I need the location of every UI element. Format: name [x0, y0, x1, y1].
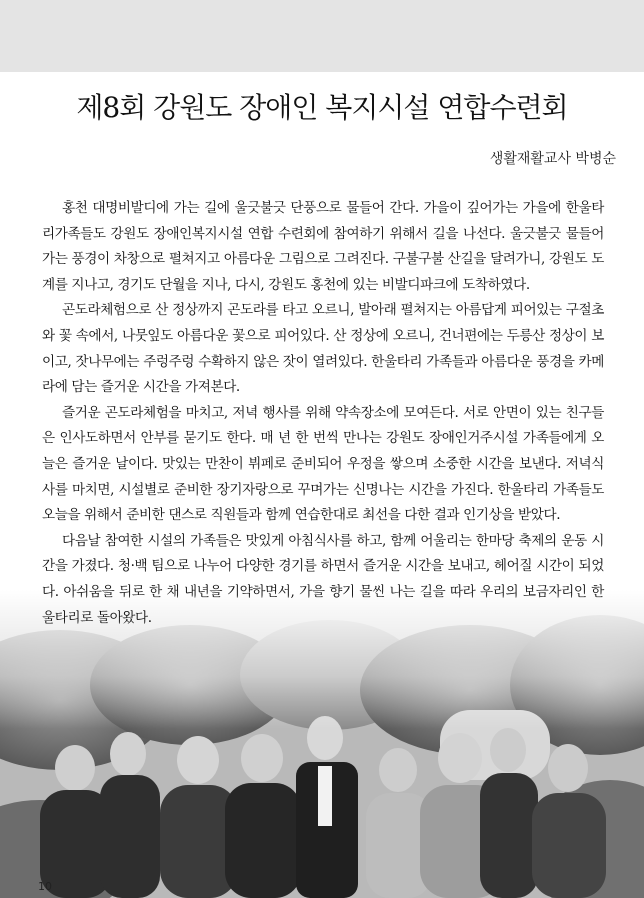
paragraph: 홍천 대명비발디에 가는 길에 울긋불긋 단풍으로 물들어 간다. 가을이 깊어가는 가을에 한울타리가족들도 강원도 장애인복지시설 연합 수련회에 참여하기 위해서 길을 나선다. 울긋불긋 물들어가는 풍경이 차창으로 펼쳐지고 아름다운 그림으로 그려진다. 구불구불 산길을 달려가니, 강원도 도계를 지나고, 경기도 단월을 지나, 다시, 강원도 홍천에 있는 비발디파크에 도착하였다.	[42, 200, 604, 293]
paragraph: 즐거운 곤도라체험을 마치고, 저녁 행사를 위해 약속장소에 모여든다. 서로 안면이 있는 친구들은 인사도하면서 안부를 묻기도 한다. 매 년 한 번씩 만나는 강원도 장애인거주시설 가족들에게 오늘은 즐거운 날이다. 맛있는 만찬이 뷔페로 준비되어 우정을 쌓으며 소중한 시간을 보낸다. 저녁식사를 마치면, 시설별로 준비한 장기자랑으로 꾸며가는 신명나는 시간을 가진다. 한울타리 가족들도 오늘을 위해서 준비한 댄스로 직원들과 함께 연습한대로 최선을 다한 결과 인기상을 받았다.	[42, 404, 604, 524]
header-band	[0, 0, 644, 72]
paragraph: 다음날 참여한 시설의 가족들은 맛있게 아침식사를 하고, 함께 어울리는 한마당 축제의 운동 시간을 가졌다. 청·백 팀으로 나누어 다양한 경기를 하면서 즐거운 시간을 보내고, 헤어질 시간이 되었다. 아쉬움을 뒤로 한 채 내년을 기약하면서, 가을 향기 물씬 나는 길을 따라 우리의 보금자리인 한울타리로 돌아왔다.	[42, 532, 604, 626]
article-byline: 생활재활교사 박병순	[489, 151, 616, 167]
article-body	[42, 196, 604, 631]
paragraph: 곤도라체험으로 산 정상까지 곤도라를 타고 오르니, 발아래 펼쳐지는 아름답게 피어있는 구절초와 꽃 속에서, 나뭇잎도 아름다운 꽃으로 피어있다. 산 정상에 오르니, 건너편에는 두릉산 정상이 보이고, 잣나무에는 주렁주렁 수확하지 않은 잣이 열려있다. 한울타리 가족들과 아름다운 풍경을 카메라에 담는 즐거운 시간을 가져본다.	[42, 302, 604, 396]
article-title: 제8회 강원도 장애인 복지시설 연합수련회	[76, 91, 568, 124]
group-photo	[0, 590, 644, 898]
page-number: 10	[38, 880, 52, 893]
